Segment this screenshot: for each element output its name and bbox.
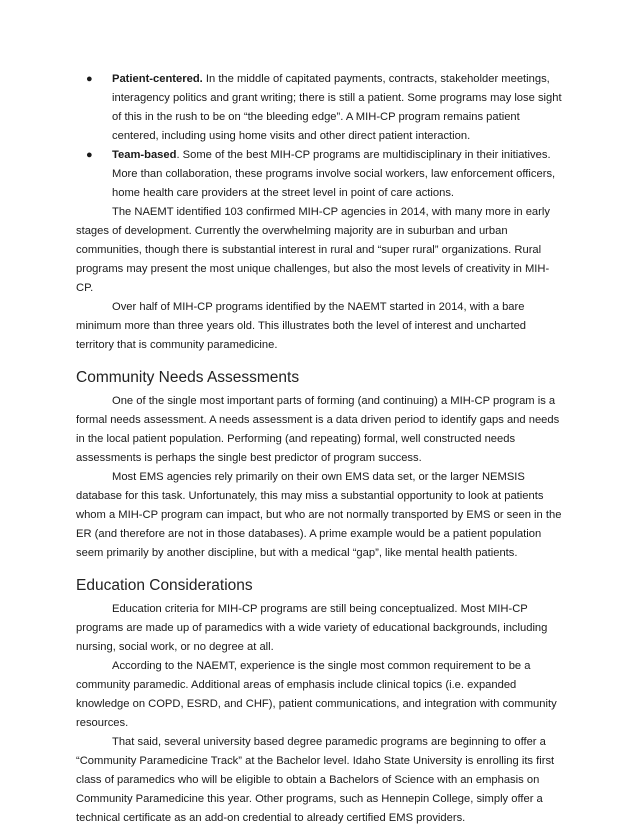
paragraph: Most EMS agencies rely primarily on their own EMS data set, or the larger NEMSIS database for this task. Unfortunately, this may miss a substantial opportunity to look at patients whom a MIH-CP program can impact, but who are not normally transported by EMS or seen in the ER (and therefore are not in those databases). A prime example would be a patient population seem primarily by another discipline, but with a medical “gap”, like mental health patients. (76, 471, 562, 559)
bullet-dot-icon: ● (86, 73, 93, 85)
paragraph: According to the NAEMT, experience is the single most common requirement to be a community paramedic. Additional areas of emphasis include clinical topics (i.e. expanded knowledge on COPD, ESRD, and CHF), patient communications, and integration with community resources. (76, 660, 557, 729)
bullet-lead: Patient-centered. (112, 73, 203, 85)
bullet-lead: Team-based (112, 149, 177, 161)
paragraph: One of the single most important parts of forming (and continuing) a MIH-CP program is a formal needs assessment. A needs assessment is a data driven period to identify gaps and needs in the local patient population. Performing (and repeating) formal, well constructed needs assessments is perhaps the single best predictor of program success. (76, 395, 560, 464)
bullet-dot-icon: ● (86, 149, 93, 161)
document-page (76, 70, 566, 828)
bullet-text: In the middle of capitated payments, contracts, stakeholder meetings, interagency politics and grant writing; there is still a patient. Some programs may lose sight of this in the rush to be on “the bleeding edge”. A MIH-CP program remains patient centered, including using home visits and other direct patient interaction. (112, 73, 562, 142)
bullet-text: . Some of the best MIH-CP programs are multidisciplinary in their initiatives. More than collaboration, these programs involve social workers, law enforcement officers, home health care providers at the street level in point of care actions. (112, 149, 556, 199)
paragraph: The NAEMT identified 103 confirmed MIH-CP agencies in 2014, with many more in early stages of development. Currently the overwhelming majority are in suburban and urban communities, though there is substantial interest in rural and “super rural” organizations. Rural programs may present the most unique challenges, but also the most levels of creativity in MIH-CP. (76, 206, 550, 294)
paragraph: Over half of MIH-CP programs identified by the NAEMT started in 2014, with a bare minimum more than three years old. This illustrates both the level of interest and uncharted territory that is community paramedicine. (76, 301, 527, 351)
bullet-list (76, 70, 566, 203)
section-heading-education: Education Considerations (76, 577, 253, 594)
paragraph: That said, several university based degree paramedic programs are beginning to offer a “Community Paramedicine Track” at the Bachelor level. Idaho State University is enrolling its first class of paramedics who will be eligible to obtain a Bachelors of Science with an emphasis on Community Paramedicine this year. Other programs, such as Hennepin College, simply offer a technical certificate as an add-on credential to already certified EMS providers. (76, 736, 555, 824)
bullet-item-patient-centered (76, 70, 566, 146)
section-heading-community-needs: Community Needs Assessments (76, 369, 300, 386)
bullet-item-team-based (76, 146, 566, 203)
paragraph: Education criteria for MIH-CP programs are still being conceptualized. Most MIH-CP programs are made up of paramedics with a wide variety of educational backgrounds, including nursing, social work, or no degree at all. (76, 603, 548, 653)
